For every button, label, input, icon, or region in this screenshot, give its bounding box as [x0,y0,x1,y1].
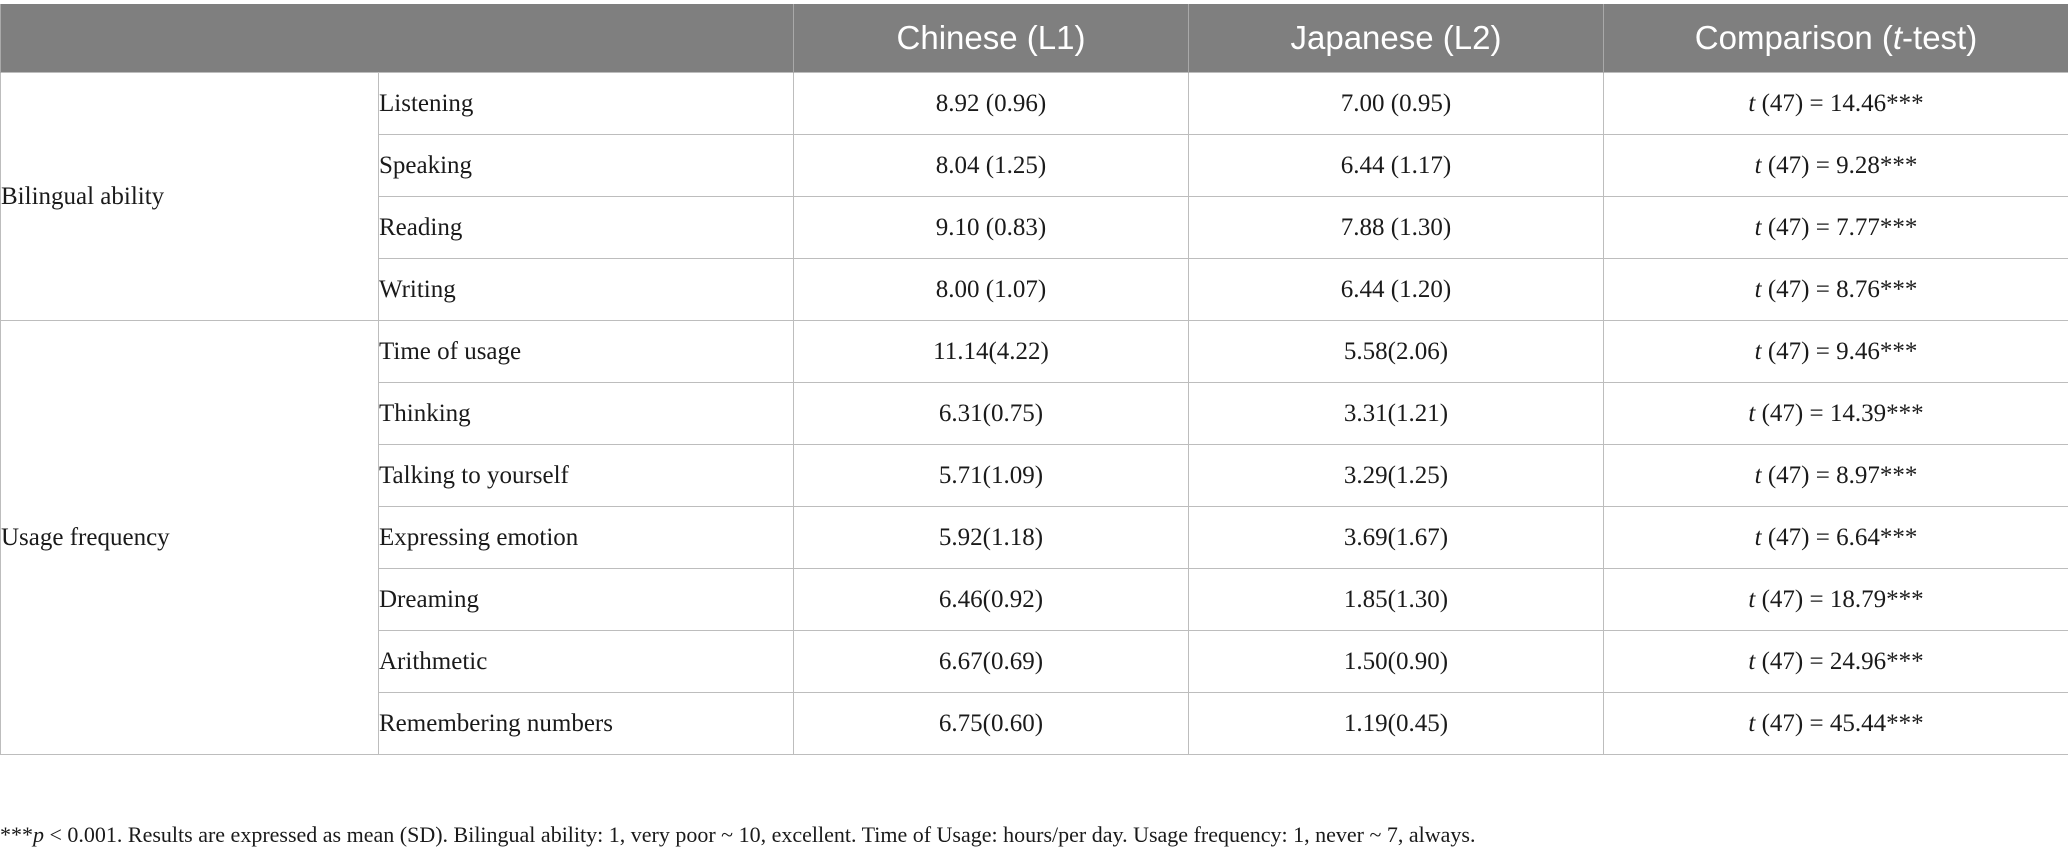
t-symbol: t [1748,89,1756,117]
header-comparison-prefix: Comparison ( [1694,19,1893,56]
comparison-value [1604,693,2068,755]
chinese-l1-value: 8.00 (1.07) [794,259,1189,321]
t-symbol: t [1748,399,1756,427]
chinese-l1-value: 8.92 (0.96) [794,73,1189,135]
japanese-l2-value: 6.44 (1.20) [1189,259,1604,321]
comparison-value [1604,445,2068,507]
header-row [1,4,2068,73]
row-label: Reading [379,197,794,259]
comparison-value [1604,259,2068,321]
t-symbol: t [1754,151,1762,179]
row-label: Thinking [379,383,794,445]
t-result: (47) = 14.46*** [1755,89,1924,117]
table-footnote [0,822,2060,848]
comparison-value [1604,383,2068,445]
comparison-value [1604,507,2068,569]
t-result: (47) = 7.77*** [1761,213,1918,241]
t-symbol: t [1748,585,1756,613]
japanese-l2-value: 3.69(1.67) [1189,507,1604,569]
comparison-value [1604,321,2068,383]
t-symbol: t [1754,213,1762,241]
table-row [1,321,2068,383]
row-label: Time of usage [379,321,794,383]
t-symbol: t [1748,709,1756,737]
t-result: (47) = 24.96*** [1755,647,1924,675]
row-label: Talking to yourself [379,445,794,507]
row-label: Writing [379,259,794,321]
row-label: Speaking [379,135,794,197]
chinese-l1-value: 8.04 (1.25) [794,135,1189,197]
chinese-l1-value: 6.46(0.92) [794,569,1189,631]
comparison-value [1604,73,2068,135]
header-chinese-l1: Chinese (L1) [794,4,1189,73]
t-result: (47) = 14.39*** [1755,399,1924,427]
t-result: (47) = 18.79*** [1755,585,1924,613]
chinese-l1-value: 6.31(0.75) [794,383,1189,445]
chinese-l1-value: 5.92(1.18) [794,507,1189,569]
data-table [0,4,2068,755]
header-empty-cell [1,4,794,73]
chinese-l1-value: 6.75(0.60) [794,693,1189,755]
t-result: (47) = 9.28*** [1761,151,1918,179]
japanese-l2-value: 3.31(1.21) [1189,383,1604,445]
footnote-p-symbol: p [33,822,44,847]
japanese-l2-value: 1.50(0.90) [1189,631,1604,693]
chinese-l1-value: 5.71(1.09) [794,445,1189,507]
header-comparison-t: t [1892,19,1903,56]
t-symbol: t [1748,647,1756,675]
japanese-l2-value: 1.85(1.30) [1189,569,1604,631]
chinese-l1-value: 11.14(4.22) [794,321,1189,383]
t-symbol: t [1754,337,1762,365]
chinese-l1-value: 6.67(0.69) [794,631,1189,693]
comparison-value [1604,631,2068,693]
japanese-l2-value: 6.44 (1.17) [1189,135,1604,197]
comparison-value [1604,135,2068,197]
t-result: (47) = 8.97*** [1761,461,1918,489]
japanese-l2-value: 1.19(0.45) [1189,693,1604,755]
comparison-value [1604,569,2068,631]
footnote-stars: *** [0,822,33,847]
japanese-l2-value: 3.29(1.25) [1189,445,1604,507]
header-japanese-l2: Japanese (L2) [1189,4,1604,73]
t-symbol: t [1754,461,1762,489]
row-label: Arithmetic [379,631,794,693]
row-label: Expressing emotion [379,507,794,569]
japanese-l2-value: 7.00 (0.95) [1189,73,1604,135]
t-result: (47) = 6.64*** [1761,523,1918,551]
group-label-usage-frequency: Usage frequency [1,321,379,755]
group-label-bilingual-ability: Bilingual ability [1,73,379,321]
chinese-l1-value: 9.10 (0.83) [794,197,1189,259]
comparison-value [1604,197,2068,259]
t-result: (47) = 45.44*** [1755,709,1924,737]
t-result: (47) = 9.46*** [1761,337,1918,365]
row-label: Remembering numbers [379,693,794,755]
header-comparison-suffix: -test) [1902,19,1978,56]
t-symbol: t [1754,523,1762,551]
row-label: Dreaming [379,569,794,631]
t-symbol: t [1754,275,1762,303]
t-result: (47) = 8.76*** [1761,275,1918,303]
japanese-l2-value: 5.58(2.06) [1189,321,1604,383]
row-label: Listening [379,73,794,135]
header-comparison [1604,4,2068,73]
table-row [1,73,2068,135]
japanese-l2-value: 7.88 (1.30) [1189,197,1604,259]
footnote-text: < 0.001. Results are expressed as mean (SD). Bilingual ability: 1, very poor ~ 10, excellent. Time of Usage: hours/per day. Usage frequency: 1, never ~ 7, always. [44,822,1476,847]
